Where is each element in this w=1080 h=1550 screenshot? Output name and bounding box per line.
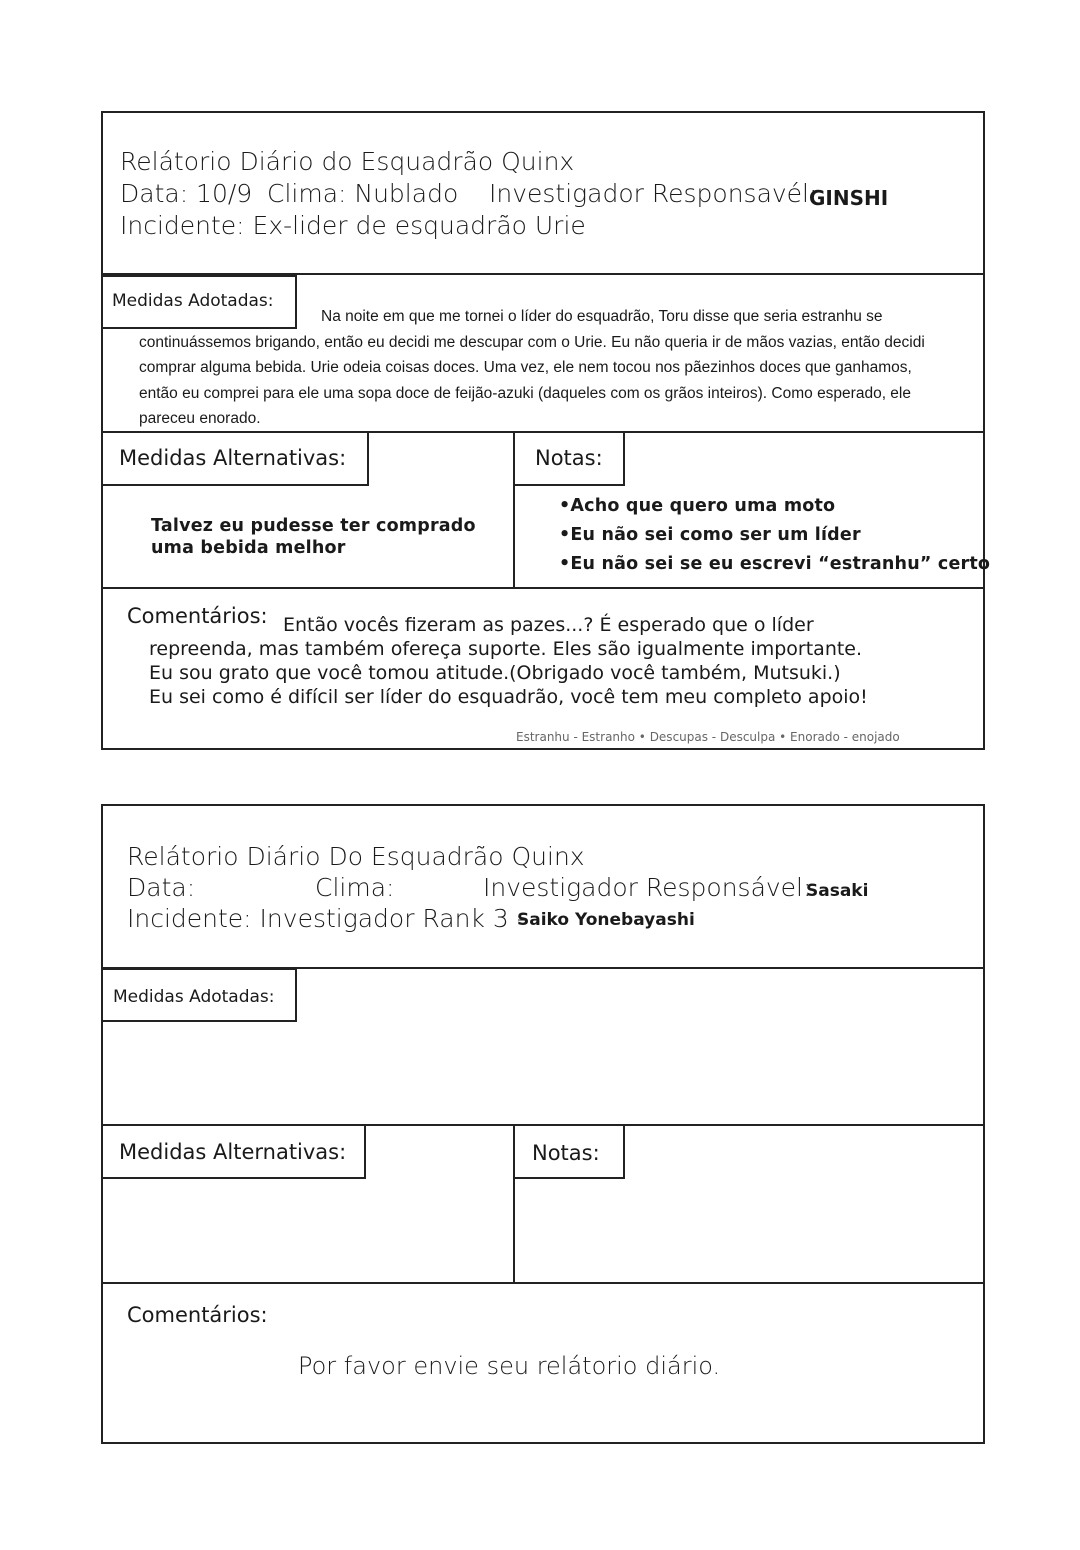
comment-text: Por favor envie seu relátorio diário.	[298, 1352, 721, 1380]
weather-field: Clima:	[315, 873, 395, 902]
notes-label: Notas:	[532, 1141, 600, 1165]
notes-tag	[513, 431, 625, 486]
note-item: •Eu não sei como ser um líder	[559, 525, 861, 545]
measures-label: Medidas Adotadas:	[113, 987, 275, 1007]
comment-line: Eu sei como é difícil ser líder do esquadrão, você tem meu completo apoio!	[149, 686, 868, 708]
report-form-2	[101, 804, 985, 1444]
incident-field: Incidente: Ex-lider de esquadrão Urie	[120, 211, 586, 240]
measures-text: Na noite em que me tornei o líder do esquadrão, Toru disse que seria estranhu se continuássemos brigando, então eu decidi me descupar com o Urie. Eu não queria ir de mãos vazias, então decidi comprar alguma bebida. Urie odeia coisas doces. Uma vez, ele nem tocou nos pãezinhos doces que ganhamos, então eu comprei para ele uma sopa doce de feijão-azuki (daqueles com os grãos inteiros). Como esperado, ele pareceu enorado.	[139, 308, 925, 427]
alternatives-tag	[101, 431, 369, 486]
report-title: Relátorio Diário do Esquadrão Quinx	[120, 147, 575, 176]
divider	[103, 1282, 983, 1284]
investigator-name: GINSHI	[809, 186, 889, 210]
comments-label: Comentários:	[127, 604, 268, 628]
investigator-label: Investigador Responsavél:	[489, 179, 818, 208]
investigator-name: Sasaki	[806, 881, 869, 901]
alternatives-line-2: uma bebida melhor	[151, 538, 346, 558]
note-item: •Acho que quero uma moto	[559, 496, 836, 516]
report-title: Relátorio Diário Do Esquadrão Quinx	[127, 842, 585, 871]
date-field: Data: 10/9	[120, 179, 253, 208]
alternatives-line-1: Talvez eu pudesse ter comprado	[151, 516, 476, 536]
note-item: •Eu não sei se eu escrevi “estranhu” certo	[559, 554, 991, 574]
divider	[103, 587, 983, 589]
comment-line: Eu sou grato que você tomou atitude.(Obrigado você também, Mutsuki.)	[149, 662, 841, 684]
alternatives-label: Medidas Alternativas:	[119, 1140, 347, 1164]
comment-line: repreenda, mas também ofereça suporte. Eles são igualmente importante.	[149, 638, 863, 660]
date-field: Data:	[127, 873, 196, 902]
notes-label: Notas:	[535, 446, 603, 470]
incident-name: Saiko Yonebayashi	[517, 910, 695, 930]
report-form-1	[101, 111, 991, 750]
investigator-label: Investigador Responsável:	[483, 873, 812, 902]
alternatives-tag	[101, 1124, 366, 1179]
incident-field: Incidente: Investigador Rank 3 -	[127, 904, 526, 933]
alternatives-label: Medidas Alternativas:	[119, 446, 347, 470]
comments-label: Comentários:	[127, 1303, 268, 1327]
measures-label: Medidas Adotadas:	[112, 291, 274, 311]
weather-field: Clima: Nublado	[267, 179, 459, 208]
notes-tag	[513, 1124, 625, 1179]
measures-tag	[101, 968, 297, 1022]
comment-line: Então vocês fizeram as pazes...? É esperado que o líder	[283, 614, 814, 636]
footnote: Estranhu - Estranho • Descupas - Desculpa • Enorado - enojado	[516, 730, 900, 744]
